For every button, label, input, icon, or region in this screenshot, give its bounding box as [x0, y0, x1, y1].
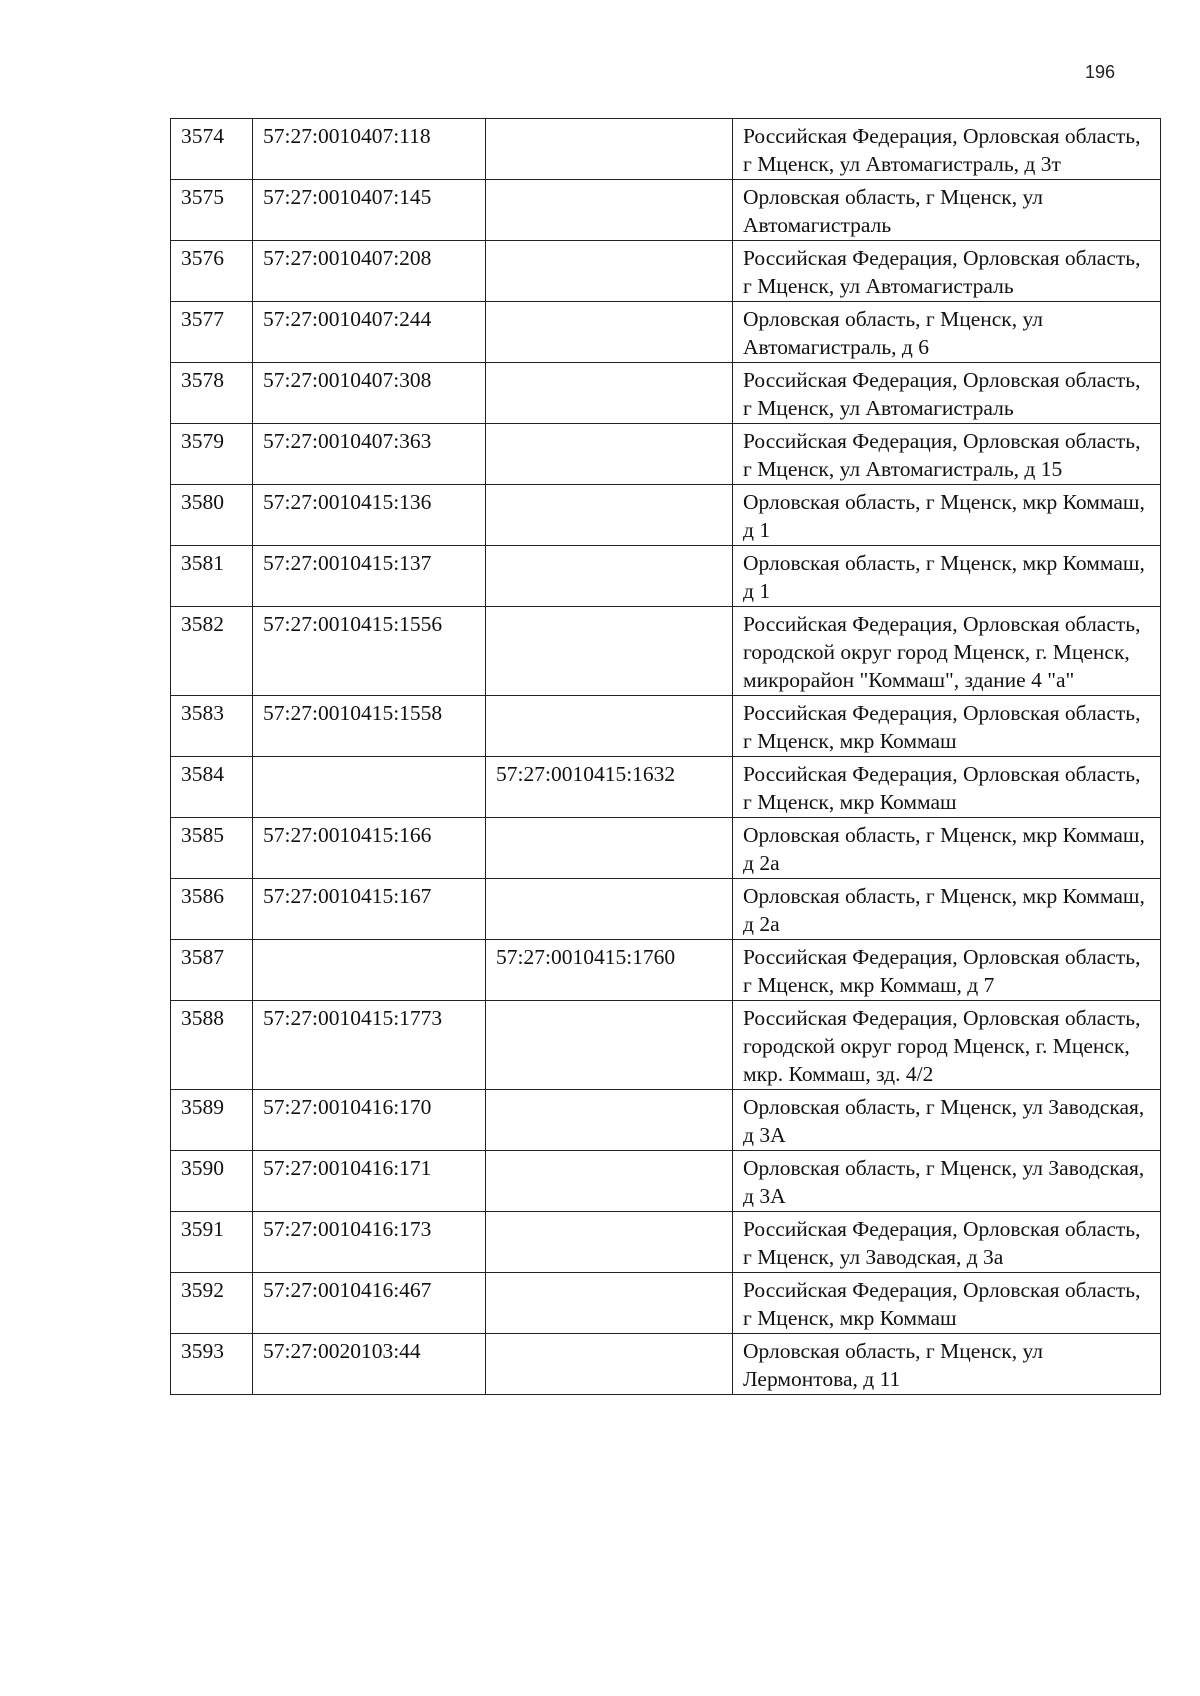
related-cadastral-number-cell	[486, 607, 733, 696]
table-row	[171, 1090, 1161, 1151]
related-cadastral-number-cell	[486, 1334, 733, 1395]
table-row	[171, 1334, 1161, 1395]
table-row	[171, 757, 1161, 818]
related-cadastral-number-cell	[486, 180, 733, 241]
row-number-cell: 3582	[171, 607, 253, 696]
cadastral-number-cell: 57:27:0010407:244	[253, 302, 486, 363]
related-cadastral-number-cell	[486, 546, 733, 607]
row-number-cell: 3576	[171, 241, 253, 302]
row-number-cell: 3588	[171, 1001, 253, 1090]
cadastral-number-cell: 57:27:0010415:136	[253, 485, 486, 546]
address-cell: Российская Федерация, Орловская область, г Мценск, ул Автомагистраль	[733, 241, 1161, 302]
related-cadastral-number-cell	[486, 879, 733, 940]
table-row	[171, 546, 1161, 607]
row-number-cell: 3578	[171, 363, 253, 424]
related-cadastral-number-cell	[486, 119, 733, 180]
related-cadastral-number-cell	[486, 241, 733, 302]
row-number-cell: 3575	[171, 180, 253, 241]
table-row	[171, 1273, 1161, 1334]
row-number-cell: 3587	[171, 940, 253, 1001]
row-number-cell: 3589	[171, 1090, 253, 1151]
row-number-cell: 3585	[171, 818, 253, 879]
row-number-cell: 3574	[171, 119, 253, 180]
table-row	[171, 1001, 1161, 1090]
related-cadastral-number-cell	[486, 1212, 733, 1273]
related-cadastral-number-cell	[486, 302, 733, 363]
row-number-cell: 3593	[171, 1334, 253, 1395]
cadastral-number-cell: 57:27:0010416:467	[253, 1273, 486, 1334]
row-number-cell: 3583	[171, 696, 253, 757]
address-cell: Российская Федерация, Орловская область, г Мценск, мкр Коммаш	[733, 696, 1161, 757]
table-body	[171, 119, 1161, 1395]
registry-table	[170, 118, 1161, 1395]
table-row	[171, 607, 1161, 696]
table-row	[171, 363, 1161, 424]
related-cadastral-number-cell	[486, 424, 733, 485]
cadastral-number-cell: 57:27:0010416:170	[253, 1090, 486, 1151]
related-cadastral-number-cell: 57:27:0010415:1760	[486, 940, 733, 1001]
related-cadastral-number-cell	[486, 1090, 733, 1151]
row-number-cell: 3592	[171, 1273, 253, 1334]
table-row	[171, 241, 1161, 302]
cadastral-number-cell: 57:27:0010416:171	[253, 1151, 486, 1212]
address-cell: Российская Федерация, Орловская область, г Мценск, мкр Коммаш	[733, 757, 1161, 818]
table-row	[171, 180, 1161, 241]
address-cell: Орловская область, г Мценск, мкр Коммаш, д 1	[733, 485, 1161, 546]
cadastral-number-cell: 57:27:0010416:173	[253, 1212, 486, 1273]
address-cell: Российская Федерация, Орловская область, г Мценск, ул Автомагистраль, д 15	[733, 424, 1161, 485]
cadastral-number-cell	[253, 757, 486, 818]
related-cadastral-number-cell	[486, 1273, 733, 1334]
table-row	[171, 1212, 1161, 1273]
address-cell: Российская Федерация, Орловская область, г Мценск, ул Заводская, д 3а	[733, 1212, 1161, 1273]
cadastral-number-cell: 57:27:0010407:208	[253, 241, 486, 302]
cadastral-number-cell: 57:27:0010415:167	[253, 879, 486, 940]
table-row	[171, 302, 1161, 363]
table-row	[171, 818, 1161, 879]
related-cadastral-number-cell: 57:27:0010415:1632	[486, 757, 733, 818]
table-row	[171, 1151, 1161, 1212]
table-row	[171, 485, 1161, 546]
address-cell: Российская Федерация, Орловская область, городской округ город Мценск, г. Мценск, мкр. Коммаш, зд. 4/2	[733, 1001, 1161, 1090]
address-cell: Орловская область, г Мценск, ул Автомагистраль, д 6	[733, 302, 1161, 363]
related-cadastral-number-cell	[486, 818, 733, 879]
row-number-cell: 3581	[171, 546, 253, 607]
table-row	[171, 696, 1161, 757]
related-cadastral-number-cell	[486, 696, 733, 757]
table-row	[171, 879, 1161, 940]
address-cell: Российская Федерация, Орловская область, г Мценск, ул Автомагистраль, д 3т	[733, 119, 1161, 180]
related-cadastral-number-cell	[486, 363, 733, 424]
cadastral-number-cell: 57:27:0010407:363	[253, 424, 486, 485]
address-cell: Орловская область, г Мценск, ул Автомагистраль	[733, 180, 1161, 241]
table-row	[171, 424, 1161, 485]
table-row	[171, 940, 1161, 1001]
address-cell: Российская Федерация, Орловская область, г Мценск, мкр Коммаш, д 7	[733, 940, 1161, 1001]
related-cadastral-number-cell	[486, 1151, 733, 1212]
related-cadastral-number-cell	[486, 1001, 733, 1090]
cadastral-number-cell: 57:27:0010415:1773	[253, 1001, 486, 1090]
row-number-cell: 3584	[171, 757, 253, 818]
row-number-cell: 3579	[171, 424, 253, 485]
row-number-cell: 3586	[171, 879, 253, 940]
cadastral-number-cell: 57:27:0010407:118	[253, 119, 486, 180]
cadastral-number-cell: 57:27:0010415:1558	[253, 696, 486, 757]
cadastral-number-cell: 57:27:0010407:145	[253, 180, 486, 241]
cadastral-number-cell: 57:27:0010415:166	[253, 818, 486, 879]
row-number-cell: 3580	[171, 485, 253, 546]
address-cell: Российская Федерация, Орловская область, г Мценск, ул Автомагистраль	[733, 363, 1161, 424]
address-cell: Российская Федерация, Орловская область, городской округ город Мценск, г. Мценск, микрорайон "Коммаш", здание 4 "а"	[733, 607, 1161, 696]
table-row	[171, 119, 1161, 180]
cadastral-number-cell: 57:27:0010415:137	[253, 546, 486, 607]
address-cell: Орловская область, г Мценск, ул Лермонтова, д 11	[733, 1334, 1161, 1395]
address-cell: Орловская область, г Мценск, ул Заводская, д 3А	[733, 1090, 1161, 1151]
address-cell: Орловская область, г Мценск, мкр Коммаш, д 2а	[733, 818, 1161, 879]
address-cell: Орловская область, г Мценск, ул Заводская, д 3А	[733, 1151, 1161, 1212]
cadastral-number-cell: 57:27:0010407:308	[253, 363, 486, 424]
cadastral-number-cell	[253, 940, 486, 1001]
row-number-cell: 3590	[171, 1151, 253, 1212]
row-number-cell: 3577	[171, 302, 253, 363]
address-cell: Орловская область, г Мценск, мкр Коммаш, д 1	[733, 546, 1161, 607]
address-cell: Российская Федерация, Орловская область, г Мценск, мкр Коммаш	[733, 1273, 1161, 1334]
cadastral-number-cell: 57:27:0010415:1556	[253, 607, 486, 696]
cadastral-number-cell: 57:27:0020103:44	[253, 1334, 486, 1395]
page-number: 196	[1085, 62, 1116, 82]
related-cadastral-number-cell	[486, 485, 733, 546]
row-number-cell: 3591	[171, 1212, 253, 1273]
address-cell: Орловская область, г Мценск, мкр Коммаш, д 2а	[733, 879, 1161, 940]
